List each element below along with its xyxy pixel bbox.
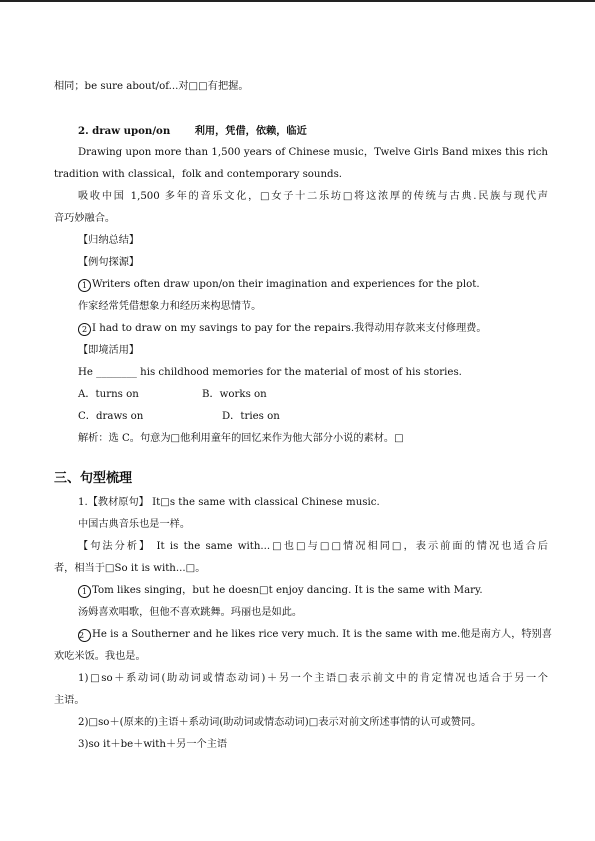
example-chinese-cont: 音巧妙融合。 xyxy=(54,213,116,224)
practice-question: He ________ his childhood memories for the material of most of his stories. xyxy=(78,367,462,378)
option-b: B．works on xyxy=(202,389,267,400)
translation-1: 作家经常凭借想象力和经历来构思情节。 xyxy=(78,301,262,312)
answer-explanation: 解析：选 C。句意为□他利用童年的回忆来作为他大部分小说的素材。□ xyxy=(78,433,404,444)
example-english: Drawing upon more than 1,500 years of Chinese music，Twelve Girls Band mixes this rich xyxy=(78,147,548,158)
option-a: A．turns on xyxy=(78,389,139,400)
option-c: C．draws on xyxy=(78,411,144,422)
vocab-meaning: 利用，凭借，依赖，临近 xyxy=(194,125,307,137)
example-sentence-4 xyxy=(78,628,552,642)
syntax-analysis-cont: 者，相当于□So it is with...□。 xyxy=(54,563,206,574)
translation-4: 欢吃米饭。我也是。 xyxy=(54,651,146,662)
options-row-1 xyxy=(78,388,548,402)
header-rule xyxy=(0,0,595,2)
section-heading: 三、句型梳理 xyxy=(54,471,133,486)
vocab-heading xyxy=(78,124,548,139)
example-sentence-2 xyxy=(78,322,548,336)
circled-number: 2 xyxy=(78,629,91,642)
circled-number: 1 xyxy=(78,279,91,292)
vocab-phrase: 2. draw upon/on xyxy=(78,125,171,137)
sentence-text: Writers often draw upon/on their imagination and experiences for the plot. xyxy=(92,279,480,290)
rule-1: 1)□so＋系动词(助动词或情态动词)＋另一个主语□表示前文中的肯定情况也适合于另一个 xyxy=(78,673,548,684)
section-label-practice: 【即境活用】 xyxy=(78,345,140,356)
example-sentence-3 xyxy=(78,584,548,598)
rule-2: 2)□so＋(原来的)主语＋系动词(助动词或情态动词)□表示对前文所述事情的认可或赞同。 xyxy=(78,717,482,728)
sentence-text: Tom likes singing，but he doesn□t enjoy dancing. It is the same with Mary. xyxy=(92,585,483,596)
sentence-text: He is a Southerner and he likes rice very much. It is the same with me.他是南方人，特别喜 xyxy=(92,629,552,640)
translation-3: 汤姆喜欢唱歌，但他不喜欢跳舞。玛丽也是如此。 xyxy=(78,607,303,618)
syntax-analysis: 【句法分析】 It is the same with...□也□与□□情况相同□，表示前面的情况也适合后 xyxy=(78,541,548,552)
options-row-2 xyxy=(78,410,548,424)
text-line: 相同；be sure about/of...对□□有把握。 xyxy=(54,81,249,92)
circled-number: 1 xyxy=(78,585,91,598)
section-label-examples: 【例句探源】 xyxy=(78,257,140,268)
rule-1-cont: 主语。 xyxy=(54,695,85,706)
example-sentence-1 xyxy=(78,278,548,292)
option-d: D．tries on xyxy=(222,411,280,422)
rule-3: 3)so it＋be＋with＋另一个主语 xyxy=(78,739,228,750)
textbook-translation: 中国古典音乐也是一样。 xyxy=(78,519,191,530)
example-english-cont: tradition with classical，folk and contemporary sounds. xyxy=(54,169,343,180)
example-chinese: 吸收中国 1,500 多年的音乐文化，□女子十二乐坊□将这浓厚的传统与古典.民族与现代声 xyxy=(78,191,548,202)
section-label-summary: 【归纳总结】 xyxy=(78,235,140,246)
sentence-text: I had to draw on my savings to pay for the repairs.我得动用存款来支付修理费。 xyxy=(92,323,487,334)
textbook-sentence: 1.【教材原句】 It□s the same with classical Chinese music. xyxy=(78,497,380,508)
circled-number: 2 xyxy=(78,323,91,336)
